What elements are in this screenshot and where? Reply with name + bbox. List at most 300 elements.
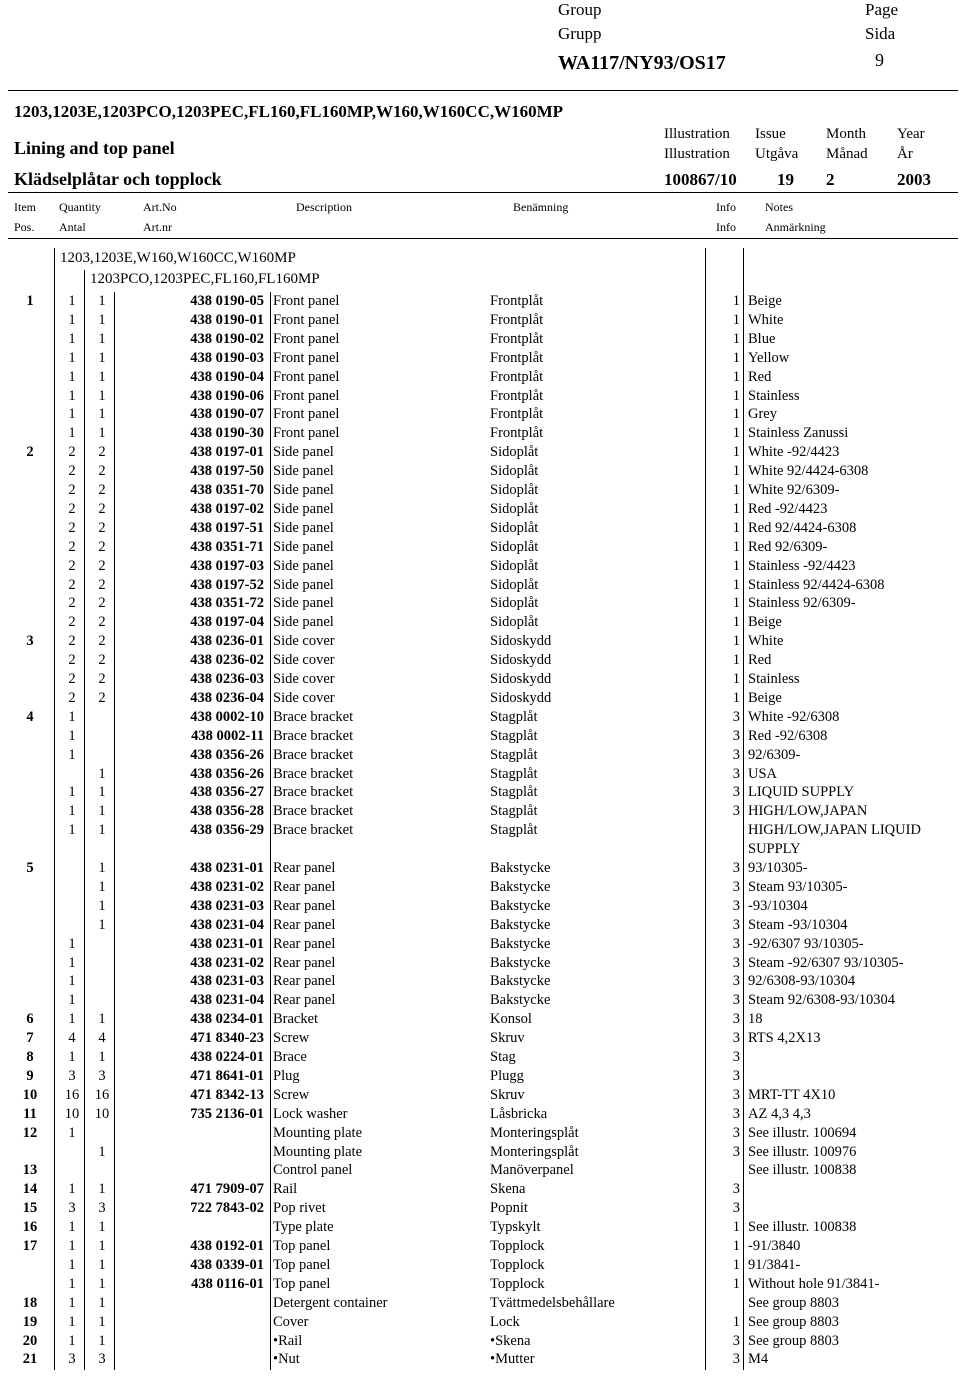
cell-notes: MRT-TT 4X10 xyxy=(748,1086,836,1103)
cell-description: Brace bracket xyxy=(273,803,354,820)
cell-notes: White 92/4424-6308 xyxy=(748,463,869,480)
cell-quantity-b: 3 xyxy=(98,1200,106,1217)
cell-quantity-a: 1 xyxy=(68,746,76,763)
cell-art-no: 438 0231-04 xyxy=(190,916,264,933)
cell-art-no: 735 2136-01 xyxy=(190,1105,264,1122)
cell-description: Side panel xyxy=(273,576,334,593)
cell-art-no: 438 0197-03 xyxy=(190,557,264,574)
cell-notes: Red -92/6308 xyxy=(748,727,828,744)
cell-quantity-a: 1 xyxy=(68,708,76,725)
cell-art-no: 471 8641-01 xyxy=(190,1067,264,1084)
cell-quantity-b: 2 xyxy=(98,689,106,706)
cell-benamning: Bakstycke xyxy=(490,992,551,1009)
page-number: 9 xyxy=(875,50,884,70)
cell-quantity-a: 1 xyxy=(68,311,76,328)
cell-quantity-a: 1 xyxy=(68,425,76,442)
cell-notes: 92/6308-93/10304 xyxy=(748,973,856,990)
cell-art-no: 438 0002-10 xyxy=(190,708,264,725)
cell-quantity-a: 2 xyxy=(68,500,76,517)
col-benamning: Benämning xyxy=(513,200,569,214)
cell-quantity-b: 1 xyxy=(98,406,106,423)
cell-art-no: 438 0236-01 xyxy=(190,633,264,650)
col-description: Description xyxy=(296,200,352,214)
cell-description: Rear panel xyxy=(273,897,336,914)
table-row xyxy=(0,387,960,406)
cell-art-no: 438 0351-71 xyxy=(190,538,264,555)
cell-description: Brace bracket xyxy=(273,784,354,801)
table-row xyxy=(0,765,960,784)
cell-quantity-b: 1 xyxy=(98,916,106,933)
cell-info: 1 xyxy=(732,576,740,593)
table-row xyxy=(0,462,960,481)
cell-benamning: Bakstycke xyxy=(490,860,551,876)
col-quantity-en: Quantity xyxy=(59,200,101,214)
cell-notes: See group 8803 xyxy=(748,1313,840,1330)
cell-art-no: 438 0236-03 xyxy=(190,671,264,687)
cell-description: •Nut xyxy=(273,1351,300,1368)
table-row xyxy=(0,1218,960,1237)
cell-item: 6 xyxy=(26,1011,34,1028)
cell-notes: Beige xyxy=(748,293,782,309)
cell-benamning: Typskylt xyxy=(490,1219,541,1236)
cell-art-no: 438 0231-04 xyxy=(190,992,264,1009)
cell-description: Side panel xyxy=(273,519,334,536)
cell-info: 1 xyxy=(732,538,740,555)
table-row xyxy=(0,443,960,462)
cell-info: 1 xyxy=(732,349,740,366)
table-row xyxy=(0,1161,960,1180)
cell-info: 1 xyxy=(732,595,740,612)
table-row xyxy=(0,954,960,973)
cell-info: 1 xyxy=(732,425,740,442)
cell-info: 1 xyxy=(732,689,740,706)
cell-quantity-b: 2 xyxy=(98,652,106,669)
cell-description: Top panel xyxy=(273,1275,331,1292)
cell-quantity-b: 1 xyxy=(98,425,106,442)
table-row xyxy=(0,1350,960,1369)
cell-info: 3 xyxy=(732,803,740,820)
cell-notes: White -92/4423 xyxy=(748,444,840,461)
cell-description: Brace bracket xyxy=(273,727,354,744)
cell-quantity-a: 1 xyxy=(68,1219,76,1236)
cell-quantity-a: 2 xyxy=(68,689,76,706)
cell-notes: 91/3841- xyxy=(748,1256,801,1273)
cell-quantity-a: 4 xyxy=(68,1030,76,1047)
table-row xyxy=(0,1143,960,1162)
cell-benamning: Sidoskydd xyxy=(490,689,552,706)
cell-notes: SUPPLY xyxy=(748,841,801,858)
cell-benamning: Frontplåt xyxy=(490,387,544,404)
cell-notes: -93/10304 xyxy=(748,897,808,914)
cell-notes: 93/10305- xyxy=(748,860,808,876)
cell-item: 9 xyxy=(26,1067,34,1084)
cell-notes: Beige xyxy=(748,689,782,706)
cell-benamning: Konsol xyxy=(490,1011,532,1028)
table-row xyxy=(0,651,960,670)
issue-label-en: Issue xyxy=(755,126,786,142)
cell-quantity-b: 2 xyxy=(98,595,106,612)
cell-benamning: Låsbricka xyxy=(490,1105,548,1122)
cell-quantity-a: 2 xyxy=(68,576,76,593)
cell-quantity-b: 1 xyxy=(98,1275,106,1292)
cell-quantity-a: 1 xyxy=(68,1181,76,1198)
cell-description: Front panel xyxy=(273,368,340,385)
cell-description: •Rail xyxy=(273,1332,303,1349)
cell-quantity-a: 1 xyxy=(68,1011,76,1028)
cell-quantity-a: 1 xyxy=(68,330,76,347)
cell-benamning: Skruv xyxy=(490,1086,525,1103)
cell-item: 19 xyxy=(22,1313,38,1330)
cell-notes: USA xyxy=(748,765,778,782)
cell-description: Control panel xyxy=(273,1162,353,1179)
cell-info: 3 xyxy=(732,1049,740,1065)
table-row xyxy=(0,1124,960,1143)
cell-art-no: 438 0231-01 xyxy=(190,935,264,952)
table-row xyxy=(0,1332,960,1351)
cell-description: Front panel xyxy=(273,293,340,309)
cell-notes: Steam 93/10305- xyxy=(748,878,848,895)
cell-info: 3 xyxy=(732,954,740,971)
cell-info: 1 xyxy=(732,614,740,631)
table-row xyxy=(0,972,960,991)
group-label-sv: Grupp xyxy=(558,24,602,43)
cell-notes: M4 xyxy=(748,1351,769,1368)
cell-notes: See illustr. 100976 xyxy=(748,1143,857,1160)
cell-benamning: Sidoskydd xyxy=(490,633,552,650)
cell-quantity-b: 10 xyxy=(94,1105,110,1122)
cell-art-no: 438 0002-11 xyxy=(191,727,264,744)
cell-art-no: 438 0356-28 xyxy=(190,803,264,820)
cell-quantity-a: 1 xyxy=(68,1294,76,1311)
cell-info: 3 xyxy=(732,1067,740,1084)
cell-item: 8 xyxy=(26,1049,34,1065)
page-label-sv: Sida xyxy=(865,24,896,43)
cell-quantity-b: 1 xyxy=(98,803,106,820)
cell-benamning: Bakstycke xyxy=(490,897,551,914)
cell-art-no: 438 0234-01 xyxy=(190,1011,264,1028)
cell-info: 1 xyxy=(732,463,740,480)
col-notes-sv: Anmärkning xyxy=(765,220,826,234)
table-row xyxy=(0,916,960,935)
cell-quantity-b: 1 xyxy=(98,878,106,895)
cell-quantity-a: 1 xyxy=(68,349,76,366)
table-row xyxy=(0,292,960,311)
cell-description: Brace bracket xyxy=(273,746,354,763)
cell-quantity-a: 1 xyxy=(68,973,76,990)
cell-art-no: 438 0190-03 xyxy=(190,349,264,366)
cell-benamning: Tvättmedelsbehållare xyxy=(490,1294,615,1311)
table-row xyxy=(0,576,960,595)
table-row xyxy=(0,500,960,519)
cell-art-no: 438 0190-04 xyxy=(190,368,264,385)
cell-benamning: Sidoplåt xyxy=(490,500,539,517)
cell-benamning: Topplock xyxy=(490,1256,545,1273)
cell-item: 16 xyxy=(22,1219,38,1236)
year-value: 2003 xyxy=(897,170,931,189)
table-row xyxy=(0,519,960,538)
cell-art-no: 438 0190-02 xyxy=(190,330,264,347)
cell-notes: HIGH/LOW,JAPAN LIQUID xyxy=(748,822,921,839)
cell-description: Pop rivet xyxy=(273,1200,326,1217)
cell-benamning: Frontplåt xyxy=(490,330,544,347)
cell-info: 3 xyxy=(732,973,740,990)
table-row xyxy=(0,1256,960,1275)
table-row xyxy=(0,802,960,821)
cell-item: 1 xyxy=(26,293,34,309)
cell-quantity-b: 1 xyxy=(98,311,106,328)
cell-benamning: Popnit xyxy=(490,1200,528,1217)
cell-notes: Without hole 91/3841- xyxy=(748,1275,880,1292)
table-row xyxy=(0,746,960,765)
cell-notes: See illustr. 100838 xyxy=(748,1162,857,1179)
cell-item: 10 xyxy=(22,1086,38,1103)
table-row xyxy=(0,859,960,878)
model-group-2: 1203PCO,1203PEC,FL160,FL160MP xyxy=(90,271,320,287)
cell-quantity-a: 1 xyxy=(68,954,76,971)
table-row xyxy=(0,368,960,387)
cell-art-no: 438 0116-01 xyxy=(191,1275,264,1292)
cell-quantity-b: 1 xyxy=(98,784,106,801)
cell-description: Cover xyxy=(273,1313,309,1330)
illustration-label-sv: Illustration xyxy=(664,146,730,162)
cell-info: 1 xyxy=(732,368,740,385)
cell-info: 1 xyxy=(732,330,740,347)
cell-benamning: Sidoplåt xyxy=(490,595,539,612)
cell-art-no: 438 0231-03 xyxy=(190,897,264,914)
cell-info: 3 xyxy=(732,1011,740,1028)
cell-art-no: 438 0190-07 xyxy=(190,406,264,423)
cell-quantity-b: 1 xyxy=(98,1219,106,1236)
cell-quantity-b: 1 xyxy=(98,822,106,839)
cell-item: 12 xyxy=(22,1124,38,1141)
table-row xyxy=(0,349,960,368)
cell-art-no: 438 0197-04 xyxy=(190,614,264,631)
table-row xyxy=(0,538,960,557)
cell-quantity-a: 2 xyxy=(68,482,76,498)
cell-description: Side cover xyxy=(273,652,335,669)
cell-description: Side cover xyxy=(273,689,335,706)
cell-notes: Blue xyxy=(748,330,776,347)
cell-info: 3 xyxy=(732,860,740,876)
cell-quantity-b: 4 xyxy=(98,1030,106,1047)
cell-info: 3 xyxy=(732,1124,740,1141)
cell-benamning: Stagplåt xyxy=(490,746,538,763)
cell-quantity-a: 1 xyxy=(68,1124,76,1141)
table-row xyxy=(0,1010,960,1029)
cell-notes: Yellow xyxy=(748,349,790,366)
cell-notes: See illustr. 100694 xyxy=(748,1124,857,1141)
cell-benamning: Stagplåt xyxy=(490,727,538,744)
cell-art-no: 438 0190-01 xyxy=(190,311,264,328)
cell-info: 1 xyxy=(732,633,740,650)
table-row xyxy=(0,632,960,651)
cell-description: Side panel xyxy=(273,595,334,612)
cell-quantity-b: 2 xyxy=(98,463,106,480)
cell-info: 1 xyxy=(732,311,740,328)
cell-info: 1 xyxy=(732,406,740,423)
cell-description: Rear panel xyxy=(273,954,336,971)
col-item-sv: Pos. xyxy=(14,220,35,234)
cell-info: 1 xyxy=(732,1256,740,1273)
models-line: 1203,1203E,1203PCO,1203PEC,FL160,FL160MP,W160,W160CC,W160MP xyxy=(14,102,564,121)
table-row xyxy=(0,1199,960,1218)
cell-quantity-a: 1 xyxy=(68,1256,76,1273)
group-label-en: Group xyxy=(558,0,602,19)
cell-item: 18 xyxy=(22,1294,38,1311)
table-row xyxy=(0,1067,960,1086)
cell-description: Front panel xyxy=(273,349,340,366)
cell-description: Rear panel xyxy=(273,860,336,876)
cell-info: 3 xyxy=(732,935,740,952)
table-row xyxy=(0,783,960,802)
cell-info: 3 xyxy=(732,1143,740,1160)
table-row xyxy=(0,1294,960,1313)
cell-item: 13 xyxy=(22,1162,38,1179)
cell-benamning: Monteringsplåt xyxy=(490,1124,579,1141)
cell-item: 15 xyxy=(22,1200,38,1217)
cell-description: Brace xyxy=(273,1049,307,1065)
cell-item: 3 xyxy=(26,633,34,650)
cell-benamning: Manöverpanel xyxy=(490,1162,574,1179)
cell-quantity-a: 1 xyxy=(68,368,76,385)
columns-bottom-rule xyxy=(8,238,958,239)
cell-quantity-b: 1 xyxy=(98,330,106,347)
cell-item: 5 xyxy=(26,860,34,876)
col-item-en: Item xyxy=(14,200,36,214)
cell-info: 1 xyxy=(732,519,740,536)
cell-description: Lock washer xyxy=(273,1105,348,1122)
cell-quantity-b: 1 xyxy=(98,349,106,366)
cell-description: Side panel xyxy=(273,538,334,555)
table-row xyxy=(0,727,960,746)
table-row xyxy=(0,594,960,613)
cell-quantity-a: 1 xyxy=(68,1049,76,1065)
cell-benamning: Sidoplåt xyxy=(490,538,539,555)
cell-description: Front panel xyxy=(273,387,340,404)
table-row xyxy=(0,897,960,916)
cell-info: 1 xyxy=(732,1219,740,1236)
cell-quantity-b: 1 xyxy=(98,1294,106,1311)
table-row xyxy=(0,330,960,349)
cell-notes: Grey xyxy=(748,406,777,423)
cell-quantity-b: 2 xyxy=(98,482,106,498)
cell-info: 3 xyxy=(732,1200,740,1217)
cell-description: Bracket xyxy=(273,1011,319,1028)
cell-info: 3 xyxy=(732,727,740,744)
cell-info: 3 xyxy=(732,1105,740,1122)
cell-art-no: 438 0231-01 xyxy=(190,860,264,876)
cell-benamning: Topplock xyxy=(490,1275,545,1292)
cell-art-no: 438 0351-72 xyxy=(190,595,264,612)
cell-art-no: 722 7843-02 xyxy=(190,1200,264,1217)
cell-quantity-a: 16 xyxy=(64,1086,80,1103)
cell-description: Screw xyxy=(273,1030,310,1047)
cell-description: Side panel xyxy=(273,444,334,461)
cell-description: Side panel xyxy=(273,482,334,498)
cell-quantity-a: 1 xyxy=(68,784,76,801)
cell-art-no: 438 0356-26 xyxy=(190,746,264,763)
title-swedish: Klädselplåtar och topplock xyxy=(14,169,222,189)
cell-benamning: Frontplåt xyxy=(490,311,544,328)
cell-quantity-a: 1 xyxy=(68,1275,76,1292)
cell-art-no: 438 0231-02 xyxy=(190,878,264,895)
col-info-sv: Info xyxy=(716,220,736,234)
cell-quantity-a: 3 xyxy=(68,1067,76,1084)
cell-description: Side cover xyxy=(273,633,335,650)
cell-item: 20 xyxy=(22,1332,38,1349)
cell-art-no: 438 0231-03 xyxy=(190,973,264,990)
cell-info: 3 xyxy=(732,1351,740,1368)
cell-art-no: 438 0356-29 xyxy=(190,822,264,839)
cell-benamning: •Skena xyxy=(490,1332,531,1349)
cell-info: 3 xyxy=(732,708,740,725)
table-row xyxy=(0,481,960,500)
cell-notes: Stainless 92/6309- xyxy=(748,595,856,612)
cell-notes: Red xyxy=(748,368,772,385)
cell-quantity-a: 1 xyxy=(68,1313,76,1330)
table-row xyxy=(0,1048,960,1067)
cell-quantity-a: 1 xyxy=(68,1238,76,1254)
month-label-en: Month xyxy=(826,126,867,142)
cell-description: Type plate xyxy=(273,1219,334,1236)
page-label-en: Page xyxy=(865,0,899,19)
cell-quantity-a: 2 xyxy=(68,652,76,669)
cell-benamning: Topplock xyxy=(490,1238,545,1254)
cell-quantity-b: 1 xyxy=(98,1313,106,1330)
table-row xyxy=(0,613,960,632)
cell-notes: -91/3840 xyxy=(748,1238,801,1254)
cell-quantity-a: 2 xyxy=(68,538,76,555)
cell-art-no: 438 0190-30 xyxy=(190,425,264,442)
cell-notes: Stainless xyxy=(748,671,800,687)
table-row xyxy=(0,670,960,689)
cell-quantity-b: 2 xyxy=(98,633,106,650)
cell-info: 1 xyxy=(732,557,740,574)
cell-quantity-a: 1 xyxy=(68,387,76,404)
header-bottom-rule xyxy=(8,192,958,193)
table-row xyxy=(0,1105,960,1124)
table-row xyxy=(0,708,960,727)
cell-info: 3 xyxy=(732,1332,740,1349)
cell-description: Side cover xyxy=(273,671,335,687)
cell-quantity-a: 10 xyxy=(64,1105,80,1122)
cell-notes: Steam -92/6307 93/10305- xyxy=(748,954,904,971)
cell-item: 17 xyxy=(22,1238,38,1254)
cell-notes: AZ 4,3 4,3 xyxy=(748,1105,811,1122)
cell-notes: RTS 4,2X13 xyxy=(748,1030,821,1047)
cell-notes: 92/6309- xyxy=(748,746,801,763)
cell-description: Front panel xyxy=(273,425,340,442)
header-top-rule xyxy=(8,90,958,91)
cell-quantity-b: 1 xyxy=(98,897,106,914)
table-row xyxy=(0,840,960,859)
cell-quantity-b: 2 xyxy=(98,576,106,593)
cell-benamning: Sidoplåt xyxy=(490,444,539,461)
cell-art-no: 438 0224-01 xyxy=(190,1049,264,1065)
cell-notes: Stainless -92/4423 xyxy=(748,557,856,574)
cell-quantity-a: 3 xyxy=(68,1200,76,1217)
cell-quantity-b: 1 xyxy=(98,1143,106,1160)
cell-benamning: Sidoplåt xyxy=(490,576,539,593)
cell-benamning: Frontplåt xyxy=(490,349,544,366)
cell-benamning: Sidoskydd xyxy=(490,671,552,687)
cell-art-no: 438 0339-01 xyxy=(190,1256,264,1273)
cell-quantity-a: 1 xyxy=(68,992,76,1009)
cell-notes: Red 92/6309- xyxy=(748,538,828,555)
cell-info: 1 xyxy=(732,444,740,461)
cell-benamning: Sidoplåt xyxy=(490,519,539,536)
cell-quantity-a: 3 xyxy=(68,1351,76,1368)
